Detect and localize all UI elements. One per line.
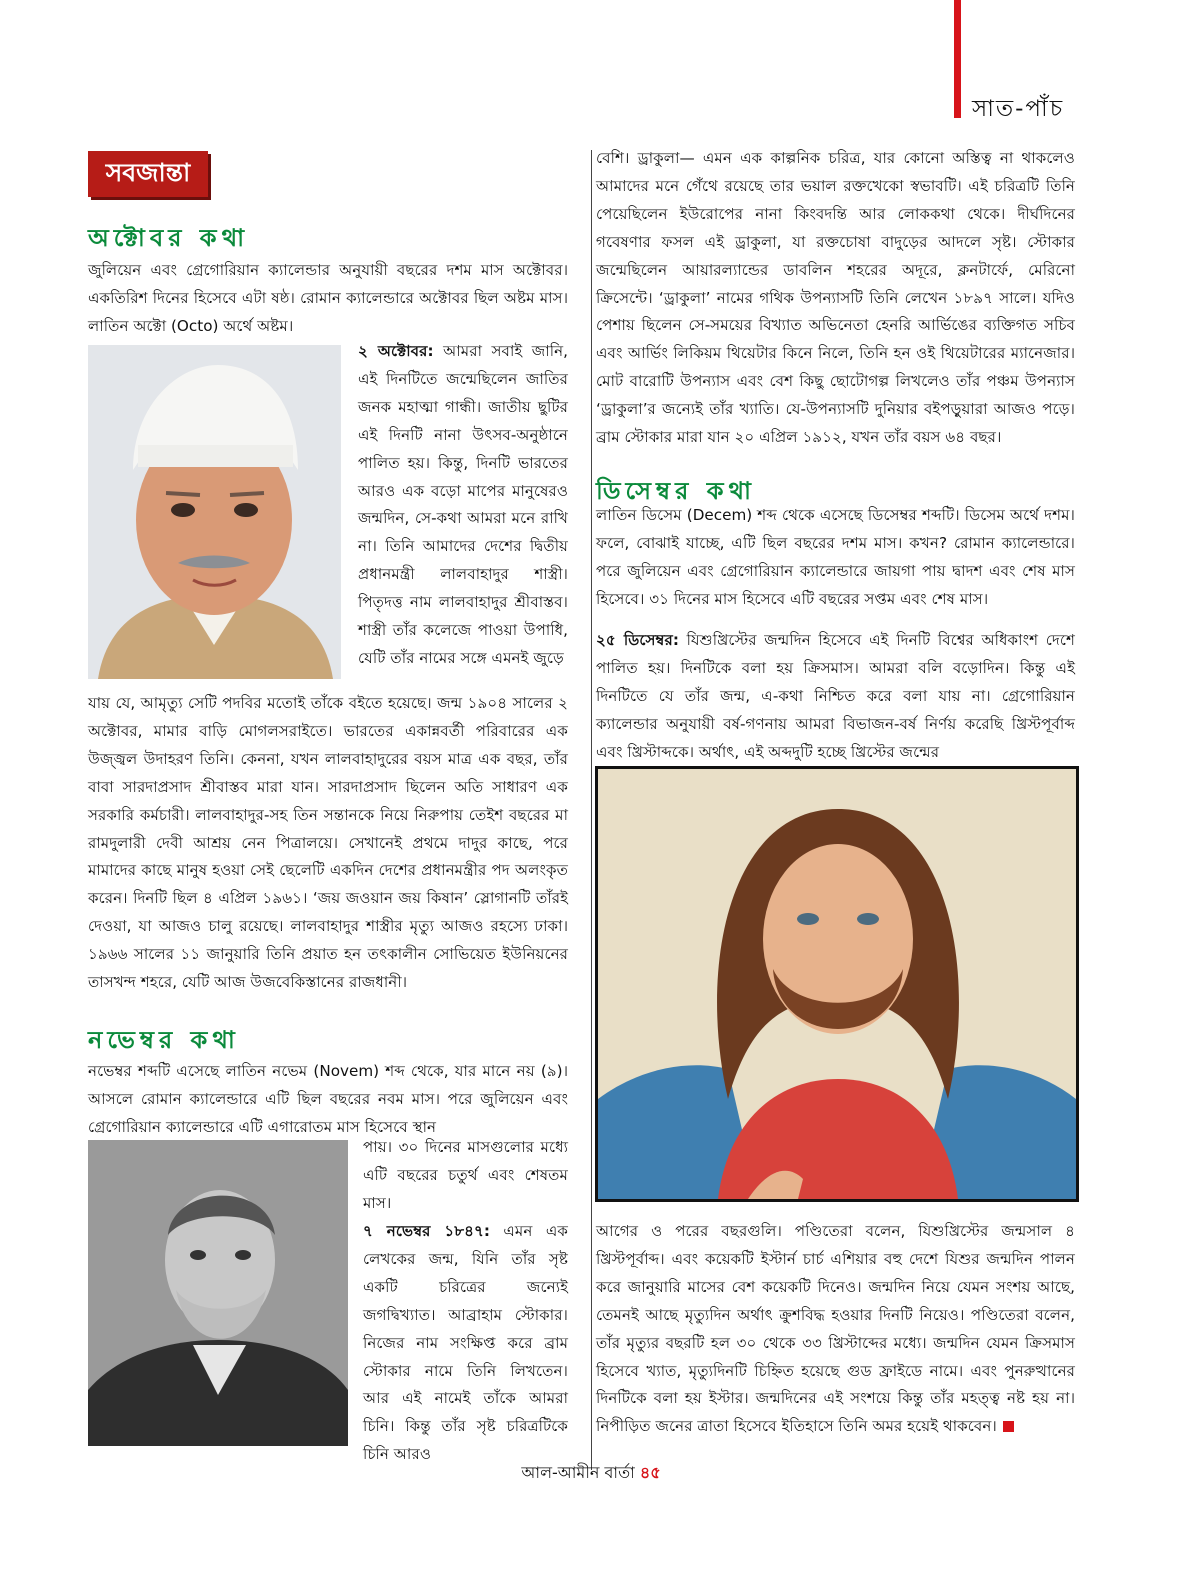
october-side-text: আমরা সবাই জানি, এই দিনটিতে জন্মেছিলেন জাতির জনক মহাত্মা গান্ধী। জাতীয় ছুটির এই দিনটি নানা উৎসব-অনুষ্ঠানে পালিত হয়। কিন্তু, দিনটি ভারতের আরও এক বড়ো মাপের মানুষেরও জন্মদিন, সে-কথা আমরা মনে রাখি না। তিনি আমাদের দেশের দ্বিতীয় প্রধানমন্ত্রী লালবাহাদুর শাস্ত্রী। পিতৃদত্ত নাম লালবাহাদুর শ্রীবাস্তব। শাস্ত্রী তাঁর কলেজে পাওয়া উপাধি, যেটি তাঁর নামের সঙ্গে এমনই জুড়ে [358, 342, 568, 667]
column-divider [591, 150, 592, 1470]
october-date-label: ২ অক্টোবর: [358, 342, 434, 360]
section-label: সাত-পাঁচ [972, 96, 1065, 122]
december-paragraph-2 [596, 1218, 1075, 1441]
december-intro: লাতিন ডিসেম (Decem) শব্দ থেকে এসেছে ডিসেম্বর শব্দটি। ডিসেম অর্থে দশম। ফলে, বোঝাই যাচ্ছে, এটি ছিল বছরের দশম মাস। কখন? রোমান ক্যালেন্ডারে। পরে জুলিয়েন এবং গ্রেগোরিয়ান ক্যালেন্ডারে জায়গা পায় দ্বাদশ এবং শেষ মাস হিসেবে। ৩১ দিনের মাস হিসেবে এটি বছরের সপ্তম এবং শেষ মাস। [596, 506, 1075, 608]
lal-bahadur-shastri-portrait [88, 345, 341, 679]
december-paragraph-1 [596, 627, 1075, 767]
october-heading: অক্টোবর কথা [88, 224, 250, 252]
november-intro: নভেম্বর শব্দটি এসেছে লাতিন নভেম (Novem) শব্দ থেকে, যার মানে নয় (৯)। আসলে রোমান ক্যালেন্ডারে এটি ছিল বছরের নবম মাস। পরে জুলিয়েন এবং গ্রেগোরিয়ান ক্যালেন্ডারে এটি এগারোতম মাস হিসেবে স্থান [88, 1062, 568, 1136]
bram-stoker-portrait [88, 1140, 348, 1446]
november-side-intro: পায়। ৩০ দিনের মাসগুলোর মধ্যে এটি বছরের চতুর্থ এবং শেষতম মাস। [363, 1138, 568, 1212]
header-accent-bar [954, 0, 961, 118]
october-full-paragraph: যায় যে, আমৃত্যু সেটি পদবির মতোই তাঁকে বইতে হয়েছে। জন্ম ১৯০৪ সালের ২ অক্টোবর, মামার বাড়ি মোগলসরাইতে। ভারতের একান্নবর্তী পরিবারের এক উজ্জ্বল উদাহরণ তিনি। কেননা, যখন লালবাহাদুরের বয়স মাত্র এক বছর, তাঁর বাবা সারদাপ্রসাদ শ্রীবাস্তব মারা যান। সারদাপ্রসাদ ছিলেন অতি সাধারণ এক সরকারি কর্মচারী। লালবাহাদুর-সহ তিন সন্তানকে নিয়ে নিরুপায় তেইশ বছরের মা রামদুলারী দেবী আশ্রয় নেন পিত্রালয়ে। সেখানেই প্রথমে দাদুর কাছে, পরে মামাদের কাছে মানুষ হওয়া সেই ছেলেটি একদিন দেশের প্রধানমন্ত্রীর পদ অলংকৃত করেন। দিনটি ছিল ৪ এপ্রিল ১৯৬১। ‘জয় জওয়ান জয় কিষান’ স্লোগানটি তাঁরই দেওয়া, যা আজও চালু রয়েছে। লালবাহাদুর শাস্ত্রীর মৃত্যু আজও রহস্যে ঢাকা। ১৯৬৬ সালের ১১ জানুয়ারি তিনি প্রয়াত হন তৎকালীন সোভিয়েত ইউনিয়নের তাসখন্দ শহরে, যেটি আজ উজবেকিস্তানের রাজধানী। [88, 694, 568, 992]
november-date-label: ৭ নভেম্বর ১৮৪৭: [363, 1222, 490, 1240]
page-number: ৪৫ [639, 1463, 661, 1482]
december-para1-text: যিশুখ্রিস্টের জন্মদিন হিসেবে এই দিনটি বিশ্বের অধিকাংশ দেশে পালিত হয়। দিনটিকে বলা হয় ক্রিসমাস। আমরা বলি বড়োদিন। কিন্তু এই দিনটিতে যে তাঁর জন্ম, এ-কথা নিশ্চিত করে বলা যায় না। গ্রেগোরিয়ান ক্যালেন্ডার অনুযায়ী বর্ষ-গণনায় আমরা বিভাজন-বর্ষ নির্ণয় করেছি খ্রিস্টপূর্বাব্দ এবং খ্রিস্টাব্দকে। অর্থাৎ, এই অব্দদুটি হচ্ছে খ্রিস্টের জন্মের [596, 631, 1075, 761]
october-side-paragraph [358, 338, 568, 673]
end-mark-icon [1003, 1421, 1014, 1432]
november-side-paragraph [363, 1218, 568, 1469]
november-side-text: এমন এক লেখকের জন্ম, যিনি তাঁর সৃষ্ট একটি চরিত্রের জন্যেই জগদ্বিখ্যাত। আব্রাহাম স্টোকার। নিজের নাম সংক্ষিপ্ত করে ব্রাম স্টোকার নামে তিনি লিখতেন। আর এই নামেই তাঁকে আমরা চিনি। কিন্তু তাঁর সৃষ্ট চরিত্রটিকে চিনি আরও [363, 1222, 569, 1464]
december-date-label: ২৫ ডিসেম্বর: [596, 631, 679, 649]
november-continued-paragraph: বেশি। ড্রাকুলা— এমন এক কাল্পনিক চরিত্র, যার কোনো অস্তিত্ব না থাকলেও আমাদের মনে গেঁথে রয়েছে তার ভয়াল রক্তখেকো স্বভাবটি। এই চরিত্রটি তিনি পেয়েছিলেন ইউরোপের নানা কিংবদন্তি আর লোককথা থেকে। দীর্ঘদিনের গবেষণার ফসল এই ড্রাকুলা, যা রক্তচোষা বাদুড়ের আদলে সৃষ্ট। স্টোকার জন্মেছিলেন আয়ারল্যান্ডের ডাবলিন শহরের অদূরে, ক্লনটার্ফে, মেরিনো ক্রিসেন্টে। ‘ড্রাকুলা’ নামের গথিক উপন্যাসটি তিনি লেখেন ১৮৯৭ সালে। যদিও পেশায় ছিলেন সে-সময়ের বিখ্যাত অভিনেতা হেনরি আর্ভিঙের ব্যক্তিগত সচিব এবং আর্ভিং লিকিয়ম থিয়েটার কিনে নিলে, তিনি হন ওই থিয়েটারের ম্যানেজার। মোট বারোটি উপন্যাস এবং বেশ কিছু ছোটোগল্প লিখলেও তাঁর পঞ্চম উপন্যাস ‘ড্রাকুলা’র জন্যেই তাঁর খ্যাতি। যে-উপন্যাসটি দুনিয়ার বইপড়ুয়ারা আজও পড়ে। ব্রাম স্টোকার মারা যান ২০ এপ্রিল ১৯১২, যখন তাঁর বয়স ৬৪ বছর। [596, 149, 1075, 447]
october-intro: জুলিয়েন এবং গ্রেগোরিয়ান ক্যালেন্ডার অনুযায়ী বছরের দশম মাস অক্টোবর। একতিরিশ দিনের হিসেবে এটা ষষ্ঠ। রোমান ক্যালেন্ডারে অক্টোবর ছিল অষ্টম মাস। লাতিন অক্টো (Octo) অর্থে অষ্টম। [88, 261, 568, 335]
november-heading: নভেম্বর কথা [88, 1026, 240, 1054]
jesus-portrait [595, 766, 1079, 1202]
portrait-illustration [598, 769, 1076, 1199]
column-badge: সবজান্তা [88, 151, 208, 197]
magazine-name: আল-আমীন বার্তা [521, 1463, 635, 1482]
page-footer [0, 1460, 1182, 1487]
december-heading: ডিসেম্বর কথা [596, 477, 757, 505]
portrait-illustration [88, 1140, 348, 1446]
december-para2-text: আগের ও পরের বছরগুলি। পণ্ডিতেরা বলেন, যিশুখ্রিস্টের জন্মসাল ৪ খ্রিস্টপূর্বাব্দ। এবং কয়েকটি ইস্টার্ন চার্চ এশিয়ার বহু দেশে যিশুর জন্মদিন পালন করে জানুয়ারি মাসের বেশ কয়েকটি দিনেও। জন্মদিন নিয়ে যেমন সংশয় আছে, তেমনই আছে মৃত্যুদিন অর্থাৎ ক্রুশবিদ্ধ হওয়ার দিনটি নিয়েও। পণ্ডিতেরা বলেন, তাঁর মৃত্যুর বছরটি হল ৩০ থেকে ৩৩ খ্রিস্টাব্দের মধ্যে। জন্মদিন যেমন ক্রিসমাস হিসেবে খ্যাত, মৃত্যুদিনটি চিহ্নিত হয়েছে গুড ফ্রাইডে নামে। এবং পুনরুত্থানের দিনটিকে বলা হয় ইস্টার। জন্মদিনের এই সংশয়ে কিন্তু তাঁর মহত্ত্ব নষ্ট হয় না। নিপীড়িত জনের ত্রাতা হিসেবে ইতিহাসে তিনি অমর হয়েই থাকবেন। [596, 1222, 1075, 1436]
portrait-illustration [88, 345, 341, 679]
